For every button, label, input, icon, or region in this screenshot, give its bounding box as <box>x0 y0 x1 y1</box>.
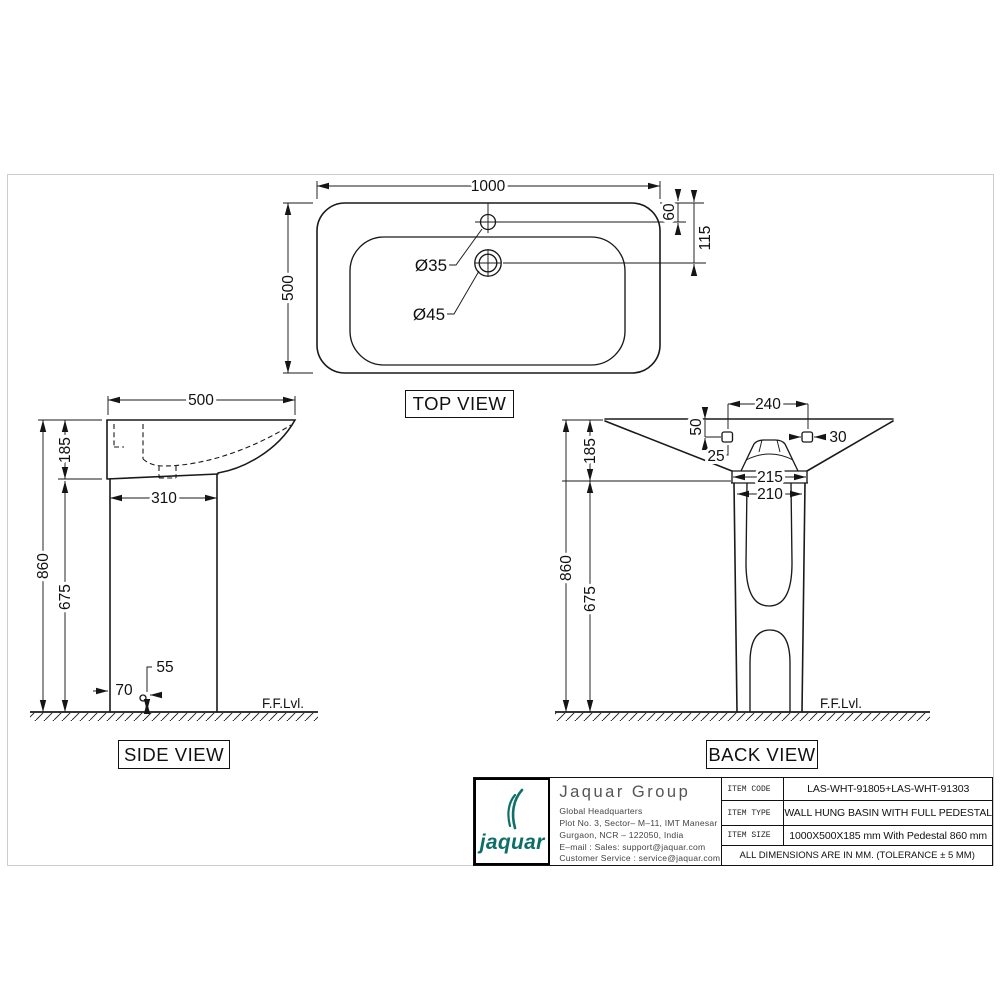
back-dim-pedestal-width-label: 210 <box>757 486 783 503</box>
side-floor-hatch <box>30 713 318 721</box>
back-view <box>555 396 930 721</box>
tap-hole-dia-label: Ø35 <box>414 256 448 275</box>
dim-width-label: 1000 <box>470 178 506 195</box>
jaquar-swoosh-icon <box>496 788 528 830</box>
item-size-value: 1000X500X185 mm With Pedestal 860 mm <box>789 829 988 842</box>
tap-hole-leader <box>449 229 482 265</box>
back-floor-hatch <box>555 713 930 721</box>
dim-leader <box>147 667 152 692</box>
side-basin-outline <box>107 420 295 473</box>
table-row <box>722 801 992 826</box>
item-size-label: ITEM SIZE <box>722 826 784 845</box>
back-dim-basin-height-label: 185 <box>582 438 599 464</box>
table-row <box>722 778 992 801</box>
back-overflow-tower <box>741 440 798 471</box>
drain-hole-dia-label: Ø45 <box>412 305 446 324</box>
top-view <box>280 178 714 373</box>
dim-depth-label: 500 <box>280 275 297 301</box>
side-view <box>30 392 318 721</box>
back-floor-level-label: F.F.Lvl. <box>819 696 863 711</box>
side-dim-total-height-label: 860 <box>35 553 52 579</box>
back-overflow-detail <box>746 440 793 460</box>
side-dim-pedestal-height-label: 675 <box>57 584 74 610</box>
side-dim-supply-height-label: 55 <box>156 659 174 676</box>
dim-line <box>705 420 721 437</box>
company-address-block <box>550 778 722 865</box>
address-line: Global Headquarters <box>559 806 643 816</box>
back-pedestal-arch <box>750 630 790 712</box>
address-line: Plot No. 3, Sector– M–11, IMT Manesar <box>559 817 718 828</box>
back-dim-fixing-centres-label: 240 <box>755 396 781 413</box>
side-dim-basin-height-label: 185 <box>57 437 74 463</box>
supply-hole <box>140 695 146 701</box>
table-row <box>722 826 992 846</box>
dim-tap-offset-label: 60 <box>661 203 678 221</box>
item-fields-table <box>722 778 992 865</box>
tolerance-note: ALL DIMENSIONS ARE IN MM. (TOLERANCE ± 5 MM) <box>739 850 975 861</box>
address-line: Customer Service : service@jaquar.com <box>559 853 721 864</box>
back-dim-fixing-drop-label: 50 <box>688 418 705 436</box>
side-hidden-bowl <box>114 424 291 466</box>
side-basin-underside <box>107 420 218 479</box>
back-dim-total-height-label: 860 <box>558 555 575 581</box>
top-view-basin-outline <box>317 203 660 373</box>
side-view-label: SIDE VIEW <box>118 740 230 769</box>
side-dim-pedestal-depth-label: 310 <box>151 490 177 507</box>
address-line: E–mail : Sales: support@jaquar.com <box>559 841 706 852</box>
back-pedestal-outline <box>734 483 805 712</box>
item-code-label: ITEM CODE <box>722 778 784 800</box>
item-type-label: ITEM TYPE <box>722 801 784 825</box>
back-basin-outline <box>605 419 893 471</box>
item-type-value: WALL HUNG BASIN WITH FULL PEDESTAL <box>784 807 992 819</box>
company-name: Jaquar Group <box>559 783 691 801</box>
title-block <box>473 777 993 866</box>
fixing-hole-left <box>722 432 733 442</box>
top-view-label: TOP VIEW <box>405 390 514 418</box>
dim-drain-offset-label: 115 <box>697 225 714 251</box>
top-view-bowl-outline <box>350 237 625 365</box>
tap-hole-centerlines <box>475 203 501 233</box>
side-pedestal-outline <box>110 474 217 712</box>
brand-logo <box>474 778 550 865</box>
fixing-hole-right <box>802 432 813 442</box>
back-dim-pedestal-height-label: 675 <box>582 586 599 612</box>
back-dim-collar-width-label: 215 <box>757 469 783 486</box>
address-line: Gurgaon, NCR – 122050, India <box>559 829 684 840</box>
drain-hole-leader <box>447 271 479 314</box>
brand-wordmark: jaquar <box>479 831 545 854</box>
side-dim-supply-offset-label: 70 <box>115 682 133 699</box>
side-dim-depth-label: 500 <box>188 392 214 409</box>
back-view-label: BACK VIEW <box>706 740 818 769</box>
item-code-value: LAS-WHT-91805+LAS-WHT-91303 <box>807 783 970 795</box>
side-floor-level-label: F.F.Lvl. <box>261 696 305 711</box>
back-dim-fixing-inset-label: 25 <box>707 448 725 465</box>
back-dim-fixing-width-label: 30 <box>829 429 847 446</box>
